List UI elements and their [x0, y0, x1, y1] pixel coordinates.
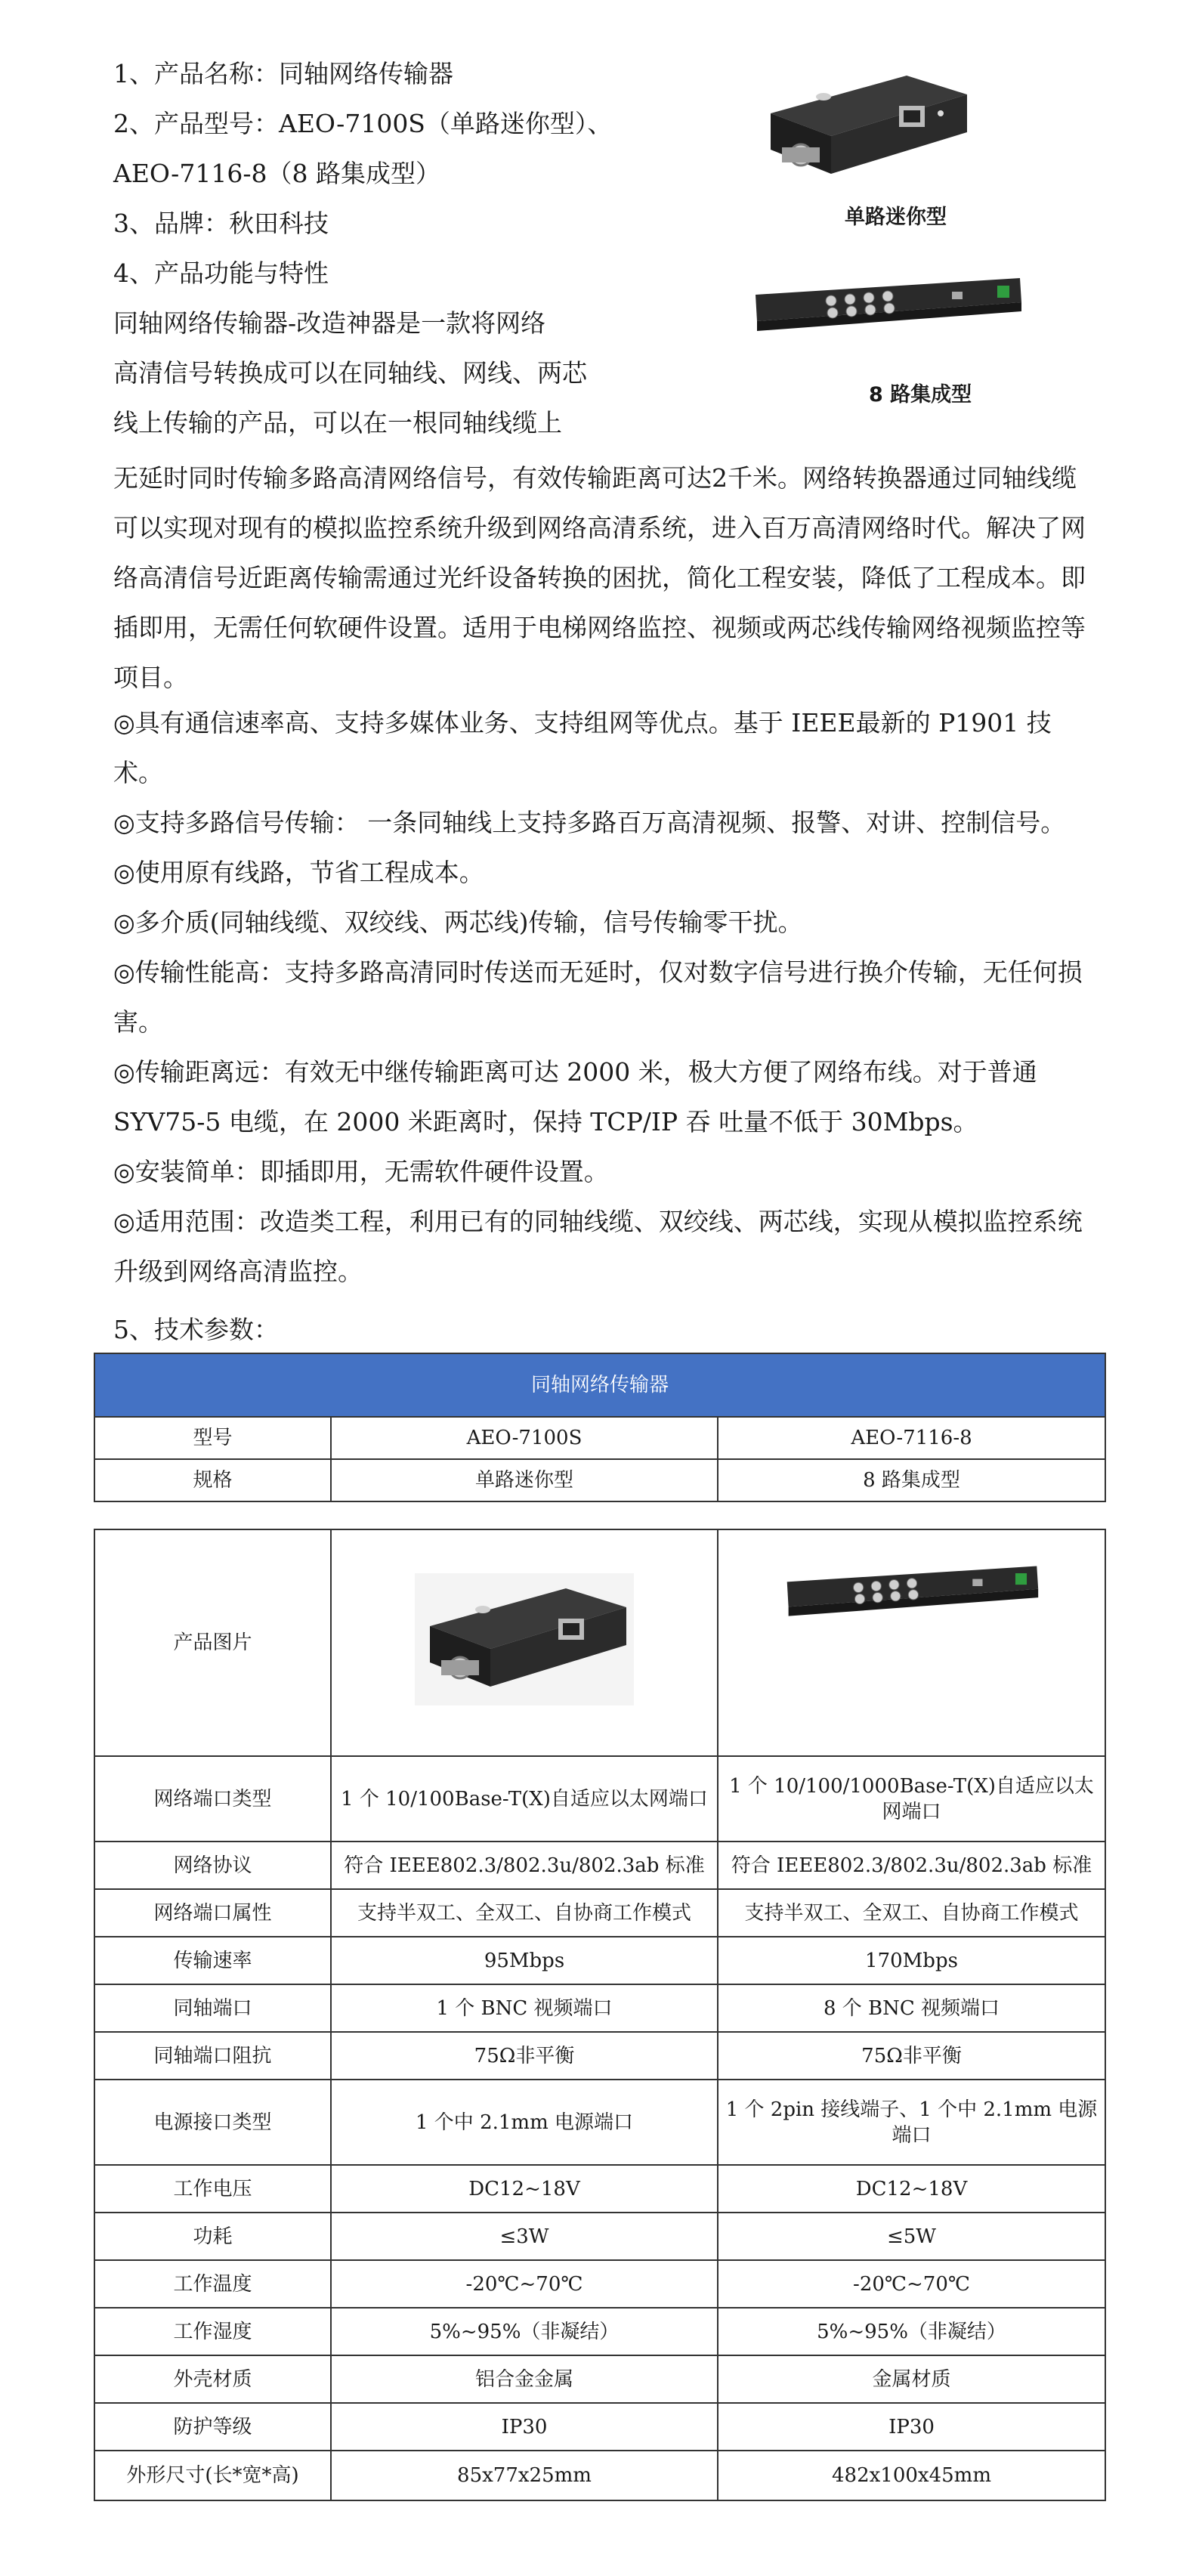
cell-mini: DC12~18V — [331, 2165, 718, 2213]
cell-rack: 1 个 10/100/1000Base-T(X)自适应以太网端口 — [718, 1756, 1105, 1842]
table-row — [94, 1459, 1105, 1501]
table-row — [94, 1984, 1105, 2032]
feature-item: ◎适用范围：改造类工程，利用已有的同轴线缆、双绞线、两芯线，实现从模拟监控系统升级到网络高清监控。 — [113, 1207, 1083, 1286]
cell-mini: 75Ω非平衡 — [331, 2032, 718, 2080]
row-label: 网络端口属性 — [94, 1889, 331, 1937]
cell-mini: 铝合金金属 — [331, 2355, 718, 2403]
cell-rack: 1 个 2pin 接线端子、1 个中 2.1mm 电源端口 — [718, 2080, 1105, 2165]
intro-text-line: 同轴网络传输器-改造神器是一款将网络 — [113, 308, 546, 338]
rack-caption: 8 路集成型 — [869, 383, 972, 407]
table-row — [94, 1417, 1105, 1459]
cell-mini: IP30 — [331, 2403, 718, 2451]
product-name-line: 1、产品名称：同轴网络传输器 — [113, 59, 453, 88]
mini-device-image — [415, 1573, 634, 1705]
table-row — [94, 2308, 1105, 2355]
brand-line: 3、品牌：秋田科技 — [113, 209, 329, 238]
cell-rack: 5%~95%（非凝结） — [718, 2308, 1105, 2355]
row-label: 工作湿度 — [94, 2308, 331, 2355]
intro-paragraph: 无延时同时传输多路高清网络信号，有效传输距离可达2千米。网络转换器通过同轴线缆可以实现对现有的模拟监控系统升级到网络高清系统，进入百万高清网络时代。解决了网络高清信号近距离传输需通过光纤设备转换的困扰，简化工程安装，降低了工程成本。即插即用，无需任何软硬件设置。适用于电梯网络监控、视频或两芯线传输网络视频监控等项目。 — [113, 463, 1086, 692]
cell-mini: 1 个 10/100Base-T(X)自适应以太网端口 — [331, 1756, 718, 1842]
table-row — [94, 2355, 1105, 2403]
table-row — [94, 2165, 1105, 2213]
cell-rack: DC12~18V — [718, 2165, 1105, 2213]
rack-device-image — [776, 1560, 1048, 1625]
cell-mini: 1 个中 2.1mm 电源端口 — [331, 2080, 718, 2165]
cell-mini: -20℃~70℃ — [331, 2260, 718, 2308]
feature-item: ◎使用原有线路，节省工程成本。 — [113, 858, 484, 887]
feature-item: ◎支持多路信号传输： 一条同轴线上支持多路百万高清视频、报警、对讲、控制信号。 — [113, 808, 1066, 837]
table-row — [94, 2032, 1105, 2080]
table-row — [94, 1889, 1105, 1937]
cell-rack: 支持半双工、全双工、自协商工作模式 — [718, 1889, 1105, 1937]
model-table — [94, 1353, 1106, 1502]
table-row — [94, 1529, 1105, 1756]
cell-rack: 482x100x45mm — [718, 2451, 1105, 2500]
feature-item: ◎安装简单：即插即用，无需软件硬件设置。 — [113, 1157, 609, 1186]
rack-device-image — [748, 272, 1027, 340]
cell-mini: AEO-7100S — [331, 1417, 718, 1459]
cell-rack: ≤5W — [718, 2213, 1105, 2260]
row-label: 规格 — [94, 1459, 331, 1501]
row-label: 传输速率 — [94, 1937, 331, 1984]
cell-mini: 符合 IEEE802.3/802.3u/802.3ab 标准 — [331, 1842, 718, 1889]
cell-rack: AEO-7116-8 — [718, 1417, 1105, 1459]
cell-mini: 95Mbps — [331, 1937, 718, 1984]
table-row — [94, 2260, 1105, 2308]
cell-rack: 8 个 BNC 视频端口 — [718, 1984, 1105, 2032]
cell-mini: 支持半双工、全双工、自协商工作模式 — [331, 1889, 718, 1937]
row-label: 外形尺寸(长*宽*高) — [94, 2451, 331, 2500]
feature-item: ◎传输性能高：支持多路高清同时传送而无延时，仅对数字信号进行换介传输，无任何损害。 — [113, 957, 1083, 1037]
cell-mini: 单路迷你型 — [331, 1459, 718, 1501]
table-row — [94, 2080, 1105, 2165]
row-label: 功耗 — [94, 2213, 331, 2260]
cell-rack: IP30 — [718, 2403, 1105, 2451]
row-label: 工作温度 — [94, 2260, 331, 2308]
rack-spec-image — [718, 1529, 1105, 1756]
cell-mini: 85x77x25mm — [331, 2451, 718, 2500]
row-label: 网络协议 — [94, 1842, 331, 1889]
row-label: 产品图片 — [94, 1529, 331, 1756]
params-heading: 5、技术参数： — [113, 1315, 279, 1344]
intro-text-line: 线上传输的产品，可以在一根同轴线缆上 — [113, 408, 562, 438]
spec-table — [94, 1529, 1106, 2501]
cell-rack: -20℃~70℃ — [718, 2260, 1105, 2308]
mini-caption: 单路迷你型 — [845, 206, 947, 229]
feature-item: ◎多介质(同轴线缆、双绞线、两芯线)传输，信号传输零干扰。 — [113, 908, 803, 937]
row-label: 型号 — [94, 1417, 331, 1459]
cell-rack: 符合 IEEE802.3/802.3u/802.3ab 标准 — [718, 1842, 1105, 1889]
feature-item: ◎传输距离远：有效无中继传输距离可达 2000 米，极大方便了网络布线。对于普通 SYV75-5 电缆，在 2000 米距离时，保持 TCP/IP 吞 吐量不低于 30Mbps。 — [113, 1057, 1037, 1136]
cell-mini: ≤3W — [331, 2213, 718, 2260]
feature-item: ◎具有通信速率高、支持多媒体业务、支持组网等优点。基于 IEEE最新的 P1901 技术。 — [113, 708, 1052, 787]
row-label: 防护等级 — [94, 2403, 331, 2451]
row-label: 电源接口类型 — [94, 2080, 331, 2165]
cell-mini: 1 个 BNC 视频端口 — [331, 1984, 718, 2032]
table-row — [94, 2403, 1105, 2451]
table-row — [94, 1842, 1105, 1889]
intro-text-line: 高清信号转换成可以在同轴线、网线、两芯 — [113, 358, 587, 388]
cell-rack: 75Ω非平衡 — [718, 2032, 1105, 2080]
row-label: 网络端口类型 — [94, 1756, 331, 1842]
cell-rack: 170Mbps — [718, 1937, 1105, 1984]
cell-rack: 8 路集成型 — [718, 1459, 1105, 1501]
cell-rack: 金属材质 — [718, 2355, 1105, 2403]
features-heading: 4、产品功能与特性 — [113, 258, 329, 288]
table-row — [94, 1756, 1105, 1842]
mini-spec-image — [331, 1529, 718, 1756]
row-label: 工作电压 — [94, 2165, 331, 2213]
table-row — [94, 2451, 1105, 2500]
row-label: 同轴端口 — [94, 1984, 331, 2032]
row-label: 同轴端口阻抗 — [94, 2032, 331, 2080]
table-row — [94, 1937, 1105, 1984]
row-label: 外壳材质 — [94, 2355, 331, 2403]
table-row — [94, 2213, 1105, 2260]
product-model-line: 2、产品型号：AEO-7100S（单路迷你型）、 — [113, 109, 613, 138]
product-model-line-2: AEO-7116-8（8 路集成型） — [113, 159, 440, 188]
table-title: 同轴网络传输器 — [94, 1353, 1105, 1417]
mini-device-image — [756, 60, 975, 193]
cell-mini: 5%~95%（非凝结） — [331, 2308, 718, 2355]
